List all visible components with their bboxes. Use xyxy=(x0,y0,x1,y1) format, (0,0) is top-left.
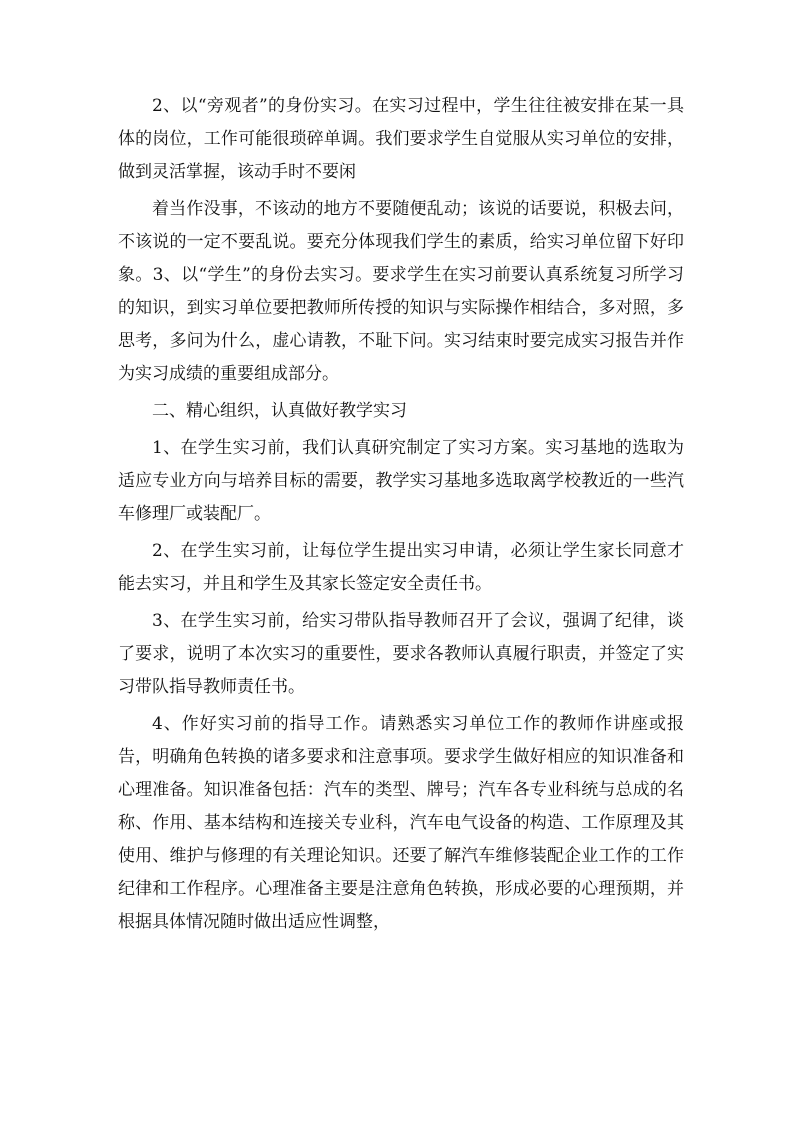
paragraph-role-continuation: 着当作没事，不该动的地方不要随便乱动；该说的话要说，积极去问，不该说的一定不要乱说。要充分体现我们学生的素质，给实习单位留下好印象。3、以“学生”的身份去实习。要求学生在实习前要认真系统复习所学习的知识，到实习单位要把教师所传授的知识与实际操作相结合，多对照，多思考，多问为什么，虚心请教，不耻下问。实习结束时要完成实习报告并作为实习成绩的重要组成部分。 xyxy=(118,199,684,384)
paragraph-pre-practice-guidance: 4、作好实习前的指导工作。请熟悉实习单位工作的教师作讲座或报告，明确角色转换的诸多要求和注意事项。要求学生做好相应的知识准备和心理准备。知识准备包括：汽车的类型、牌号；汽车各专业科统与总成的名称、作用、基本结构和连接关专业科，汽车电气设备的构造、工作原理及其使用、维护与修理的有关理论知识。还要了解汽车维修装配企业工作的工作纪律和工作程序。心理准备主要是注意角色转换，形成必要的心理预期，并根据具体情况随时做出适应性调整， xyxy=(118,714,684,932)
paragraph-role-observer: 2、以“旁观者”的身份实习。在实习过程中，学生往往被安排在某一具体的岗位，工作可能很琐碎单调。我们要求学生自觉服从实习单位的安排，做到灵活掌握，该动手时不要闲 xyxy=(118,96,684,182)
paragraph-practice-plan: 1、在学生实习前，我们认真研究制定了实习方案。实习基地的选取为适应专业方向与培养目标的需要，教学实习基地多选取离学校教近的一些汽车修理厂或装配厂。 xyxy=(118,438,684,524)
paragraph-teacher-meeting: 3、在学生实习前，给实习带队指导教师召开了会议，强调了纪律，谈了要求，说明了本次实习的重要性，要求各教师认真履行职责，并签定了实习带队指导教师责任书。 xyxy=(118,611,684,697)
paragraph-practice-application: 2、在学生实习前，让每位学生提出实习申请，必须让学生家长同意才能去实习，并且和学生及其家长签定安全责任书。 xyxy=(118,541,684,594)
section-heading-organize-practice: 二、精心组织，认真做好教学实习 xyxy=(152,401,407,421)
document-body xyxy=(118,90,684,939)
